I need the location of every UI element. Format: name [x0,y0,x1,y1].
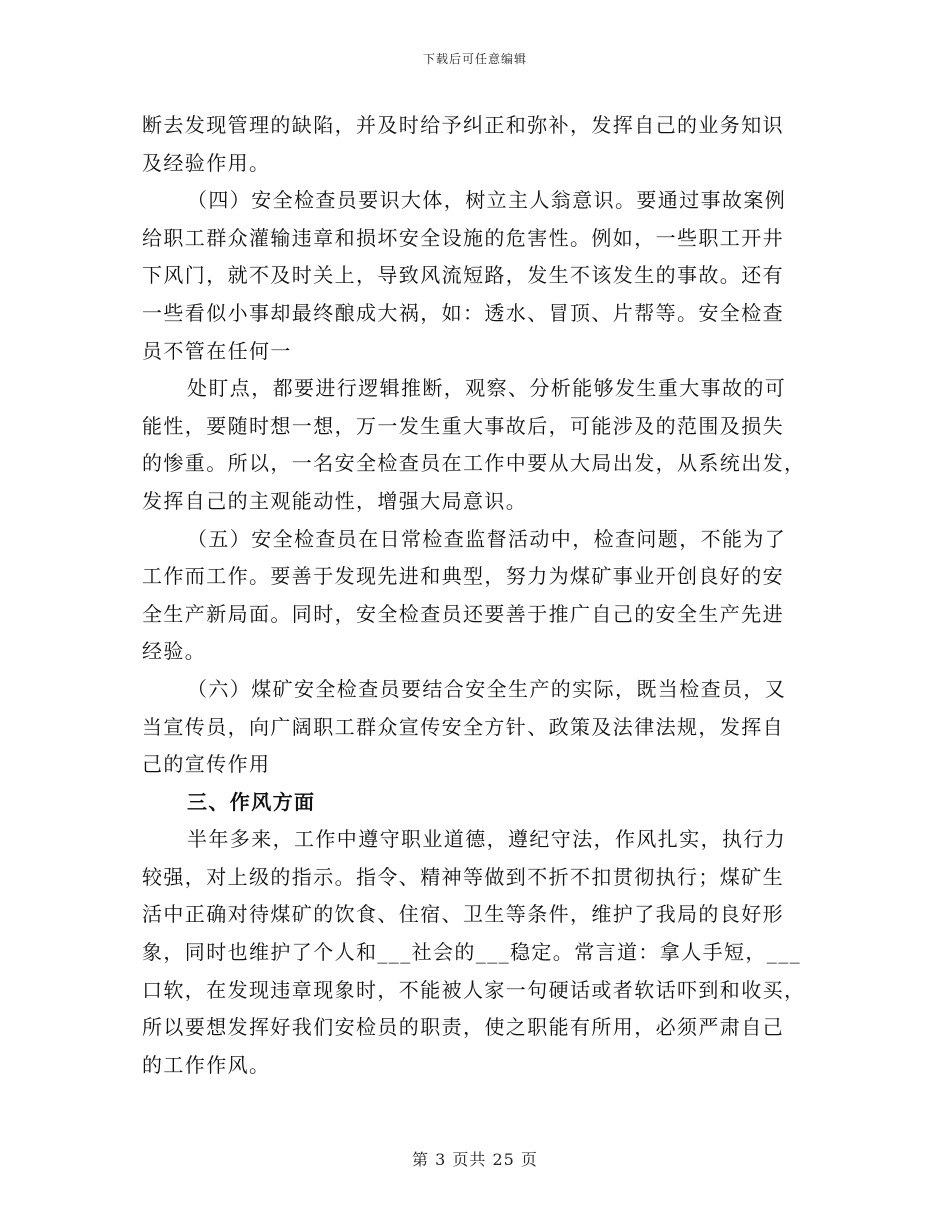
page-footer: 第 3 页共 25 页 [412,1150,538,1169]
paragraph-start-line: （六）煤矿安全检查员要结合安全生产的实际，既当检查员，又 [187,676,787,701]
text-line: 的工作作风。 [142,1052,271,1077]
paragraph-start-line: （四）安全检查员要识大体，树立主人翁意识。要通过事故案例 [187,188,787,213]
text-line: 口软，在发现违章现象时，不能被人家一句硬话或者软话吓到和收买， [142,977,806,1002]
text-line: 下风门，就不及时关上，导致风流短路，发生不该发生的事故。还有 [142,263,784,288]
paragraph-start-line: （五）安全检查员在日常检查监督活动中，检查问题，不能为了 [187,526,787,551]
section-heading: 三、作风方面 [187,789,316,814]
text-line: 象，同时也维护了个人和___社会的___稳定。常言道：拿人手短，___ [142,940,801,965]
text-line: 较强，对上级的指示。指令、精神等做到不折不扣贯彻执行；煤矿生 [142,864,784,889]
page-header: 下载后可任意编辑 [422,52,527,66]
text-line: 工作而工作。要善于发现先进和典型，努力为煤矿事业开创良好的安 [142,564,784,589]
text-line: 及经验作用。 [142,150,271,175]
paragraph-start-line: 半年多来，工作中遵守职业道德，遵纪守法，作风扎实，执行力 [187,827,787,852]
text-line: 当宣传员，向广阔职工群众宣传安全方针、政策及法律法规，发挥自 [142,714,784,739]
text-line: 给职工群众灌输违章和损坏安全设施的危害性。例如，一些职工开井 [142,225,784,250]
text-line: 所以要想发挥好我们安检员的职责，使之职能有所用，必须严肃自己 [142,1015,784,1040]
paragraph-start-line: 处盯点，都要进行逻辑推断，观察、分析能够发生重大事故的可 [187,376,787,401]
body-text [142,107,807,1084]
text-line: 经验。 [142,639,207,664]
text-line: 发挥自己的主观能动性，增强大局意识。 [142,488,528,513]
text-line: 员不管在任何一 [142,338,292,363]
text-line: 己的宣传作用 [142,752,271,777]
text-line: 断去发现管理的缺陷，并及时给予纠正和弥补，发挥自己的业务知识 [142,113,784,137]
text-line: 一些看似小事却最终酿成大祸，如：透水、冒顶、片帮等。安全检查 [142,300,784,325]
text-line: 能性，要随时想一想，万一发生重大事故后，可能涉及的范围及损失 [142,413,784,438]
text-line: 活中正确对待煤矿的饮食、住宿、卫生等条件，维护了我局的良好形 [142,902,784,927]
text-line: 的惨重。所以，一名安全检查员在工作中要从大局出发，从系统出发， [142,451,806,476]
text-line: 全生产新局面。同时，安全检查员还要善于推广自己的安全生产先进 [142,601,784,626]
